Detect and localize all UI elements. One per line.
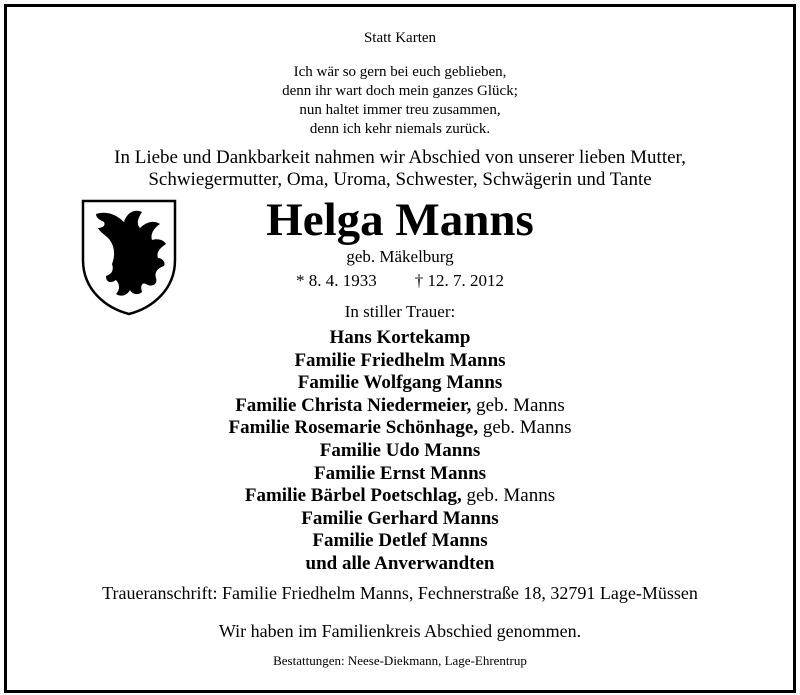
mourner-name: Familie Gerhard Manns	[301, 507, 499, 529]
death-date: † 12. 7. 2012	[414, 271, 504, 290]
mourner-item	[0, 372, 800, 395]
mourner-name: und alle Anverwandten	[305, 552, 495, 574]
mourner-name: Familie Udo Manns	[319, 439, 481, 461]
mourner-name: Familie Friedhelm Manns	[294, 349, 506, 371]
header-text: Statt Karten	[363, 30, 437, 46]
poem-line: nun haltet immer treu zusammen,	[299, 102, 501, 118]
mourner-name: Familie Rosemarie Schönhage,	[228, 417, 479, 439]
intro-line: In Liebe und Dankbarkeit nahmen wir Abschied von unserer lieben Mutter,	[114, 147, 686, 168]
birth-name: geb. Mäkelburg	[346, 247, 454, 266]
mourner-suffix: geb. Manns	[478, 417, 572, 439]
mourner-item	[0, 530, 800, 553]
mourner-item	[0, 553, 800, 576]
birth-date: * 8. 4. 1933	[296, 271, 377, 290]
mourner-name: Familie Detlef Manns	[312, 530, 488, 552]
mourner-suffix: geb. Manns	[471, 394, 565, 416]
mourner-item	[0, 395, 800, 418]
poem-line: denn ihr wart doch mein ganzes Glück;	[282, 83, 518, 99]
intro-text	[0, 147, 800, 191]
poem	[0, 63, 800, 139]
poem-line: denn ich kehr niemals zurück.	[309, 121, 491, 137]
deceased-name: Helga Manns	[266, 194, 534, 246]
mourner-name: Hans Kortekamp	[329, 327, 471, 348]
mourner-item	[0, 440, 800, 463]
mourner-item	[0, 485, 800, 508]
intro-line: Schwiegermutter, Oma, Uroma, Schwester, Schwägerin und Tante	[148, 169, 652, 190]
mourner-name: Familie Ernst Manns	[313, 462, 487, 484]
mourner-item	[0, 327, 800, 350]
mourner-name: Familie Christa Niedermeier,	[235, 394, 472, 416]
mourner-item	[0, 417, 800, 440]
mourning-address: Traueranschrift: Familie Friedhelm Manns, Fechnerstraße 18, 32791 Lage-Müssen	[102, 583, 698, 603]
mourner-item	[0, 508, 800, 531]
undertaker-text: Bestattungen: Neese-Diekmann, Lage-Ehrentrup	[273, 653, 527, 668]
mourner-name: Familie Bärbel Poetschlag,	[244, 485, 462, 507]
mourner-item	[0, 350, 800, 373]
poem-line: Ich wär so gern bei euch geblieben,	[293, 64, 507, 80]
mourner-item	[0, 463, 800, 486]
mourning-title: In stiller Trauer:	[344, 302, 456, 321]
closing-text: Wir haben im Familienkreis Abschied genommen.	[218, 621, 582, 641]
mourners-list	[0, 327, 800, 576]
life-dates	[0, 271, 800, 291]
mourner-suffix: geb. Manns	[461, 485, 556, 507]
mourner-name: Familie Wolfgang Manns	[297, 372, 503, 394]
